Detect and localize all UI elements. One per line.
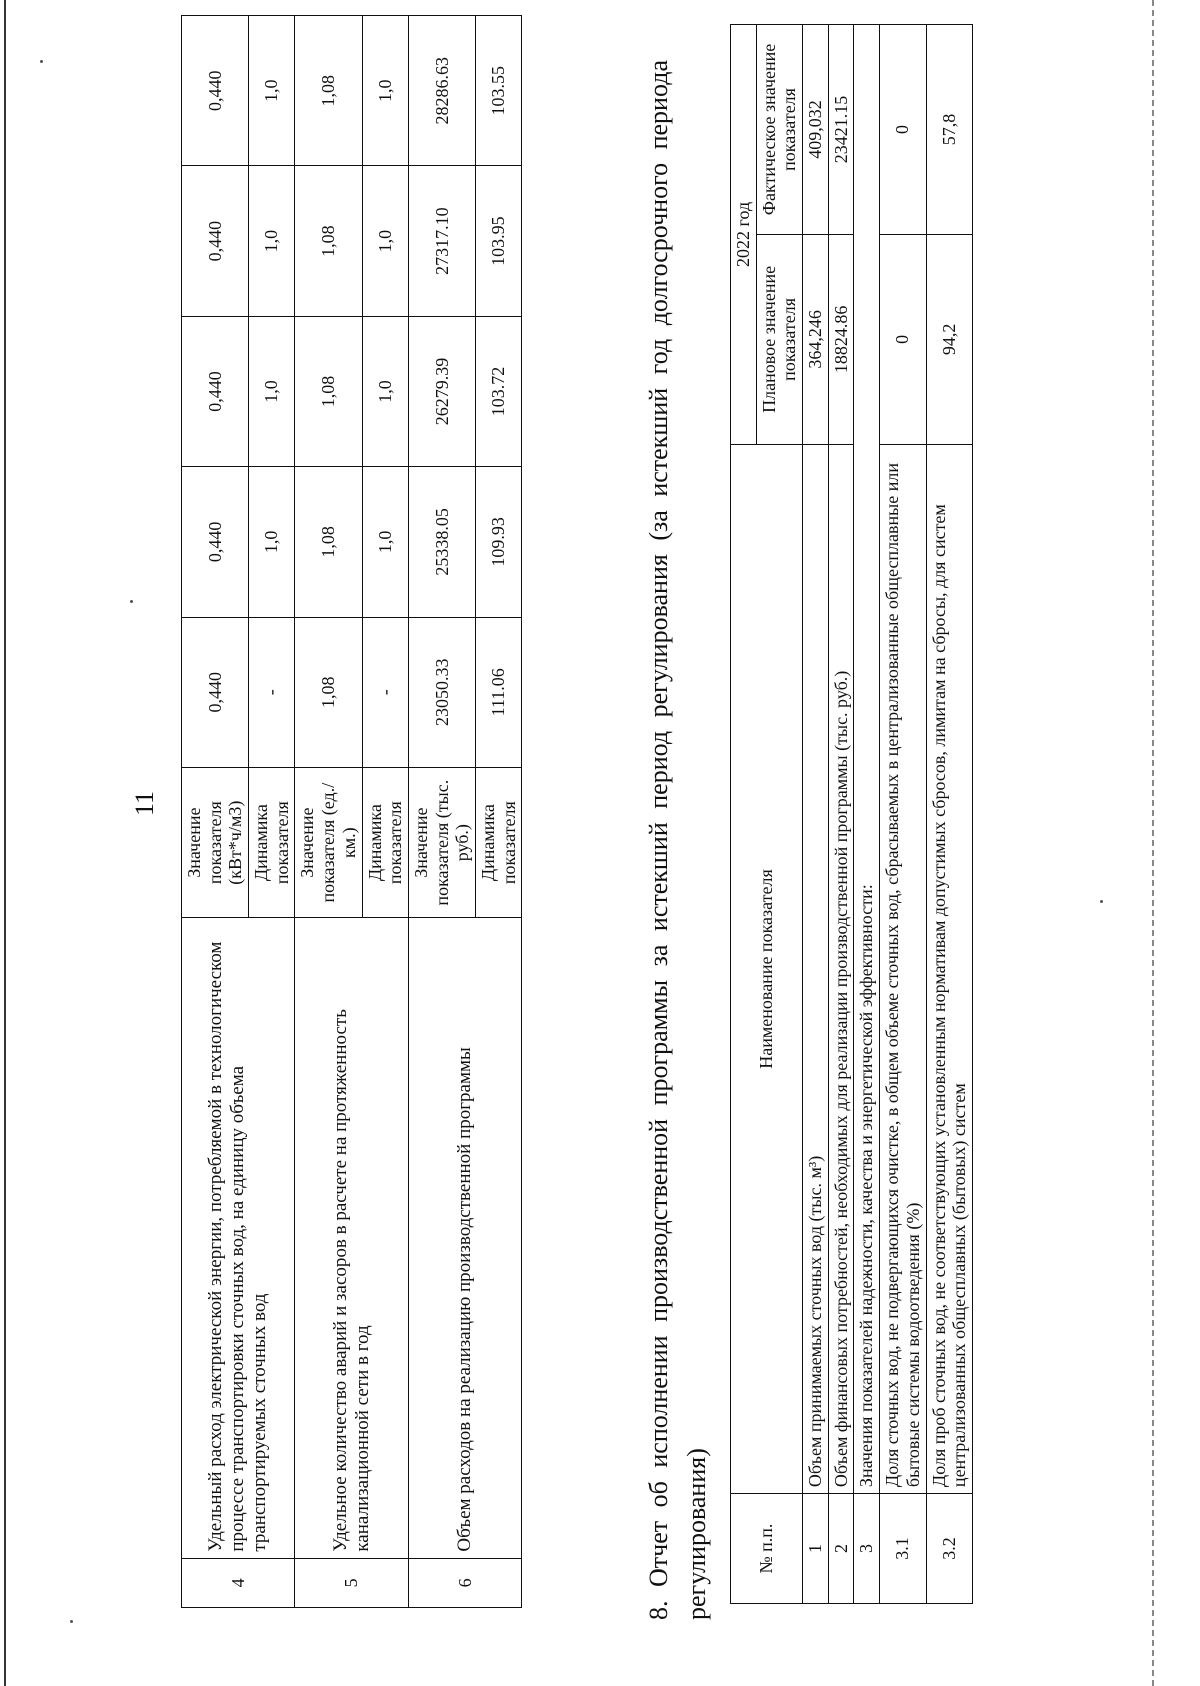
header-year: 2022 год	[731, 25, 757, 445]
header-num: № п.п.	[731, 1494, 803, 1604]
table-cell: 1,08	[295, 467, 362, 617]
row-number: 2	[828, 1494, 854, 1604]
row-number: 1	[803, 1494, 829, 1604]
table-cell: 0,440	[182, 467, 249, 617]
row-number: 3.1	[880, 1494, 926, 1604]
indicator-name: Объем расходов на реализацию производственной программы	[408, 918, 521, 1558]
sub-label: Значение показателя (ед./км.)	[295, 767, 362, 917]
indicator-name: Значения показателей надежности, качества и энергетической эффективности:	[854, 25, 880, 1494]
indicator-name: Объем принимаемых сточных вод (тыс. м³)	[803, 444, 829, 1493]
table-cell: 0,440	[182, 316, 249, 466]
table-header-row	[731, 25, 757, 1604]
indicator-name: Удельный расход электрической энергии, потребляемой в технологическом процессе транспортировки сточных вод, на единицу объема транспортируемых сточных вод	[182, 918, 295, 1558]
table-cell: 1,0	[249, 16, 295, 166]
indicator-name: Объем финансовых потребностей, необходимых для реализации производственной программы (тыс. руб.)	[828, 444, 854, 1493]
table-cell: 103.95	[475, 166, 521, 316]
indicators-table	[181, 15, 522, 1608]
table-cell: 1,08	[295, 16, 362, 166]
table-row	[295, 16, 362, 1608]
table-cell: 0,440	[182, 617, 249, 767]
fact-value: 57,8	[926, 25, 972, 235]
table-cell: 1,0	[362, 316, 408, 466]
table-row	[880, 25, 926, 1604]
header-name: Наименование показателя	[731, 444, 803, 1493]
plan-value: 18824.86	[828, 234, 854, 444]
table-cell: 1,08	[295, 166, 362, 316]
table-row	[854, 25, 880, 1604]
plan-value: 0	[880, 234, 926, 444]
table-cell: 0,440	[182, 16, 249, 166]
table-cell: 1,0	[249, 467, 295, 617]
table-cell: 1,0	[249, 316, 295, 466]
report-table	[730, 24, 973, 1604]
table-row	[828, 25, 854, 1604]
table-cell: 23050.33	[408, 617, 475, 767]
plan-value: 94,2	[926, 234, 972, 444]
indicator-name: Удельное количество аварий и засоров в расчете на протяженность канализационной сети в год	[295, 918, 408, 1558]
table-cell: 1,0	[249, 166, 295, 316]
fact-value: 409,032	[803, 25, 829, 235]
sub-label: Динамика показателя	[249, 767, 295, 917]
row-number: 3.2	[926, 1494, 972, 1604]
row-number: 3	[854, 1494, 880, 1604]
table-cell: 28286.63	[408, 16, 475, 166]
table-row	[926, 25, 972, 1604]
section-heading: 8. Отчет об исполнении производственной программы за истекший период регулирования (за истекший год долгосрочного периода регулирования)	[644, 60, 711, 1620]
table-cell: 27317.10	[408, 166, 475, 316]
page-number: 11	[130, 790, 159, 816]
table-row	[803, 25, 829, 1604]
table-cell: 103.55	[475, 16, 521, 166]
table-cell: 109.93	[475, 467, 521, 617]
sub-label: Динамика показателя	[362, 767, 408, 917]
table-cell: 25338.05	[408, 467, 475, 617]
table-cell: 1,0	[362, 467, 408, 617]
table-cell: 1,08	[295, 316, 362, 466]
header-plan: Плановое значение показателя	[756, 234, 802, 444]
plan-value: 364,246	[803, 234, 829, 444]
table-cell: -	[249, 617, 295, 767]
fact-value: 23421.15	[828, 25, 854, 235]
row-number: 5	[295, 1558, 408, 1607]
table-cell: -	[362, 617, 408, 767]
table-cell: 111.06	[475, 617, 521, 767]
table-cell: 103.72	[475, 316, 521, 466]
header-fact: Фактическое значение показателя	[756, 25, 802, 235]
table-cell: 1,0	[362, 166, 408, 316]
indicator-name: Доля сточных вод, не подвергающихся очистке, в общем объеме сточных вод, сбрасываемых в централизованные общесплавные или бытовые системы водоотведения (%)	[880, 444, 926, 1493]
fact-value: 0	[880, 25, 926, 235]
indicator-name: Доля проб сточных вод, не соответствующих установленным нормативам допустимых сбросов, лимитам на сбросы, для систем централизованных общесплавных (бытовых) систем	[926, 444, 972, 1493]
table-row	[408, 16, 475, 1608]
row-number: 4	[182, 1558, 295, 1607]
table-cell: 1,08	[295, 617, 362, 767]
sub-label: Значение показателя (кВт*ч/м3)	[182, 767, 249, 917]
table-cell: 26279.39	[408, 316, 475, 466]
table-cell: 1,0	[362, 16, 408, 166]
table-row	[182, 16, 249, 1608]
row-number: 6	[408, 1558, 521, 1607]
table-cell: 0,440	[182, 166, 249, 316]
sub-label: Значение показателя (тыс. руб.)	[408, 767, 475, 917]
sub-label: Динамика показателя	[475, 767, 521, 917]
